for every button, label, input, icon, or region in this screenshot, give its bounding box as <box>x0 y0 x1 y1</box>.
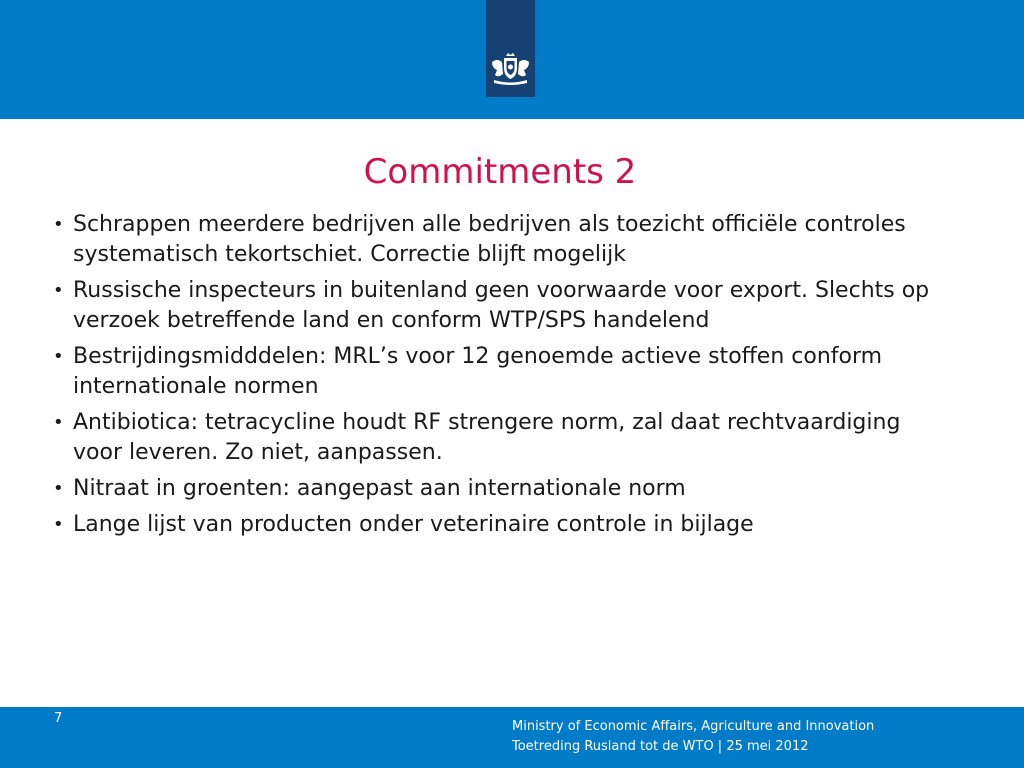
bullet-icon: • <box>53 412 64 433</box>
coat-of-arms-icon <box>489 52 532 86</box>
bullet-item <box>53 474 953 504</box>
page-number: 7 <box>54 711 63 726</box>
bullet-item <box>53 510 953 540</box>
footer-ministry: Ministry of Economic Affairs, Agriculture and Innovation <box>512 719 875 734</box>
bullet-icon: • <box>53 514 64 535</box>
bullet-icon: • <box>53 478 64 499</box>
bullet-text: Schrappen meerdere bedrijven alle bedrijven als toezicht officiële controles systematisch tekortschiet. Correctie blijft mogelijk <box>73 212 906 267</box>
bullet-list <box>53 210 953 546</box>
bullet-item <box>53 408 953 468</box>
bullet-item <box>53 276 953 336</box>
slide-title: Commitments 2 <box>363 152 637 192</box>
footer-event: Toetreding Rusland tot de WTO | 25 mei 2012 <box>512 739 809 754</box>
logo-panel <box>486 0 535 97</box>
bullet-text: Russische inspecteurs in buitenland geen voorwaarde voor export. Slechts op verzoek betreffende land en conform WTP/SPS handelend <box>73 278 930 333</box>
bullet-item <box>53 210 953 270</box>
bullet-icon: • <box>53 214 64 235</box>
bullet-item <box>53 342 953 402</box>
bullet-text: Bestrijdingsmidddelen: MRL’s voor 12 genoemde actieve stoffen conform internationale normen <box>73 344 883 399</box>
bullet-icon: • <box>53 280 64 301</box>
bullet-text: Nitraat in groenten: aangepast aan internationale norm <box>73 476 686 501</box>
bullet-icon: • <box>53 346 64 367</box>
footer-text <box>512 717 874 757</box>
bullet-text: Lange lijst van producten onder veterinaire controle in bijlage <box>73 512 754 537</box>
bullet-text: Antibiotica: tetracycline houdt RF strengere norm, zal daat rechtvaardiging voor leveren. Zo niet, aanpassen. <box>73 410 901 465</box>
